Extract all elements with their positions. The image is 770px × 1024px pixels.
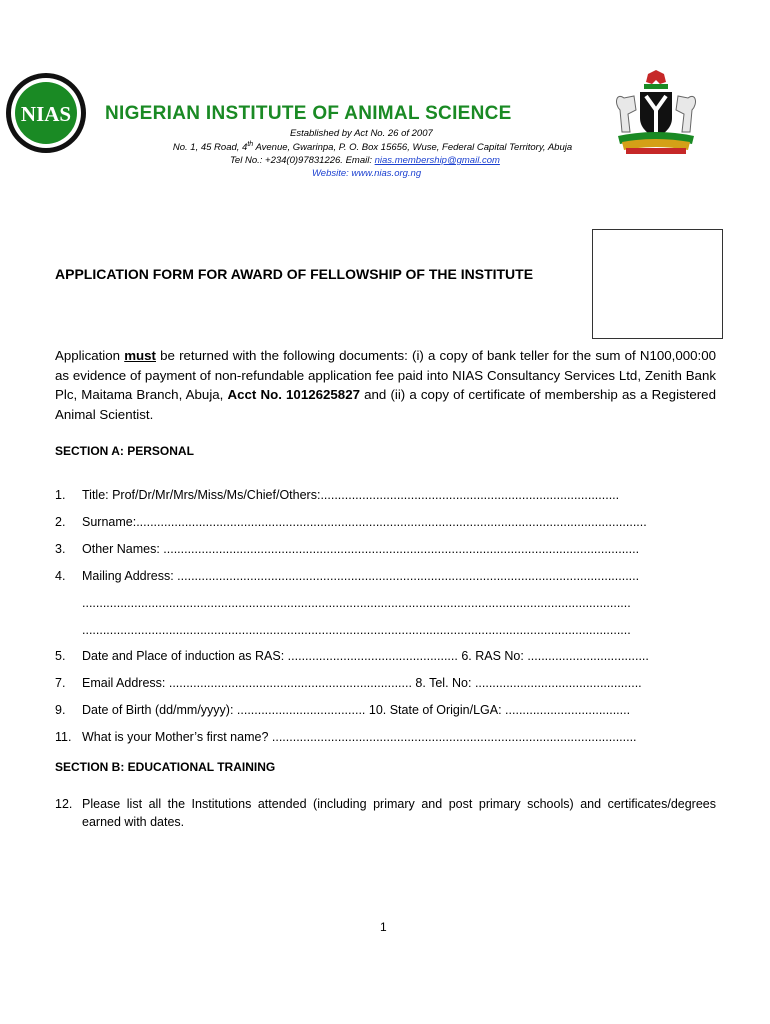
address-part: Avenue, Gwarinpa, P. O. Box 15656, Wuse, Federal Capital Territory, Abuja xyxy=(253,142,573,154)
account-number: Acct No. 1012625827 xyxy=(227,387,360,402)
item-text: Title: Prof/Dr/Mr/Mrs/Miss/Ms/Chief/Others:...................................................................................... xyxy=(82,488,620,502)
website-line[interactable]: Website: www.nias.org.ng xyxy=(312,168,422,179)
form-field-email-tel[interactable] xyxy=(55,676,716,690)
institute-name: NIGERIAN INSTITUTE OF ANIMAL SCIENCE xyxy=(105,103,512,124)
passport-photo-box xyxy=(592,229,723,339)
section-a-heading: SECTION A: PERSONAL xyxy=(55,444,194,458)
logo-text: NIAS xyxy=(20,102,72,126)
tel-text: Tel No.: +234(0)97831226. Email: xyxy=(230,155,375,166)
address-part: No. 1, 45 Road, 4 xyxy=(172,142,248,154)
item-number: 5. xyxy=(55,649,66,663)
item-number: 1. xyxy=(55,488,66,502)
item-number: 12. xyxy=(55,797,73,811)
address-line xyxy=(150,141,595,153)
form-field-mother-name[interactable] xyxy=(55,730,716,744)
form-field-mailing-address[interactable] xyxy=(55,569,716,583)
established-line: Established by Act No. 26 of 2007 xyxy=(290,128,433,139)
item-number: 4. xyxy=(55,569,66,583)
coat-of-arms-icon xyxy=(606,70,706,156)
form-field-title[interactable] xyxy=(55,488,716,502)
contact-line xyxy=(230,155,500,166)
form-title: APPLICATION FORM FOR AWARD OF FELLOWSHIP OF THE INSTITUTE xyxy=(55,266,534,282)
item-text: Mailing Address: ..................................................................................................................................... xyxy=(82,569,640,583)
form-field-induction[interactable] xyxy=(55,649,716,663)
section-b-heading: SECTION B: EDUCATIONAL TRAINING xyxy=(55,760,276,774)
form-field-dob-state[interactable] xyxy=(55,703,716,717)
item-number: 3. xyxy=(55,542,66,556)
item-text: What is your Mother’s first name? ......................................................................................................... xyxy=(82,730,637,744)
address-line-3[interactable]: .............................................................................................................................................................. xyxy=(82,623,631,637)
intro-text: Application xyxy=(55,348,125,363)
item-number: 11. xyxy=(55,730,72,744)
item-text: Surname:................................................................................................................................................... xyxy=(82,515,647,529)
item-text: Date and Place of induction as RAS: ................................................. 6. RAS No: ................................... xyxy=(82,649,649,663)
intro-must: must xyxy=(124,348,156,363)
item-12-instructions xyxy=(55,795,716,831)
item-number: 9. xyxy=(55,703,66,717)
item-text: Other Names: ......................................................................................................................................... xyxy=(82,542,640,556)
intro-paragraph xyxy=(55,346,716,424)
address-line-2[interactable]: .............................................................................................................................................................. xyxy=(82,596,631,610)
nias-logo xyxy=(4,72,88,154)
item-text: Date of Birth (dd/mm/yyyy): ..................................... 10. State of Origin/LGA: .................................... xyxy=(82,703,631,717)
item-number: 7. xyxy=(55,676,66,690)
email-link[interactable]: nias.membership@gmail.com xyxy=(374,155,500,166)
form-field-other-names[interactable] xyxy=(55,542,716,556)
intro-text: be returned with the following documents: (i) a copy of bank teller for the sum of N100,000:00 as evidence of payment of non-refundable application fee paid into NIAS Consultancy Services Ltd, Zenith Bank Plc, Maitama Branch, Abuja, xyxy=(55,348,716,402)
item-text: Please list all the Institutions attended (including primary and post primary schools) and certificates/degrees earned with dates. xyxy=(82,797,716,829)
form-field-surname[interactable] xyxy=(55,515,716,529)
page-number: 1 xyxy=(380,920,387,934)
item-number: 2. xyxy=(55,515,66,529)
item-text: Email Address: ...................................................................... 8. Tel. No: ................................................ xyxy=(82,676,642,690)
intro-text: and (ii) a copy of certificate of membership as a Registered Animal Scientist. xyxy=(55,387,716,422)
address-superscript: th xyxy=(247,141,254,148)
